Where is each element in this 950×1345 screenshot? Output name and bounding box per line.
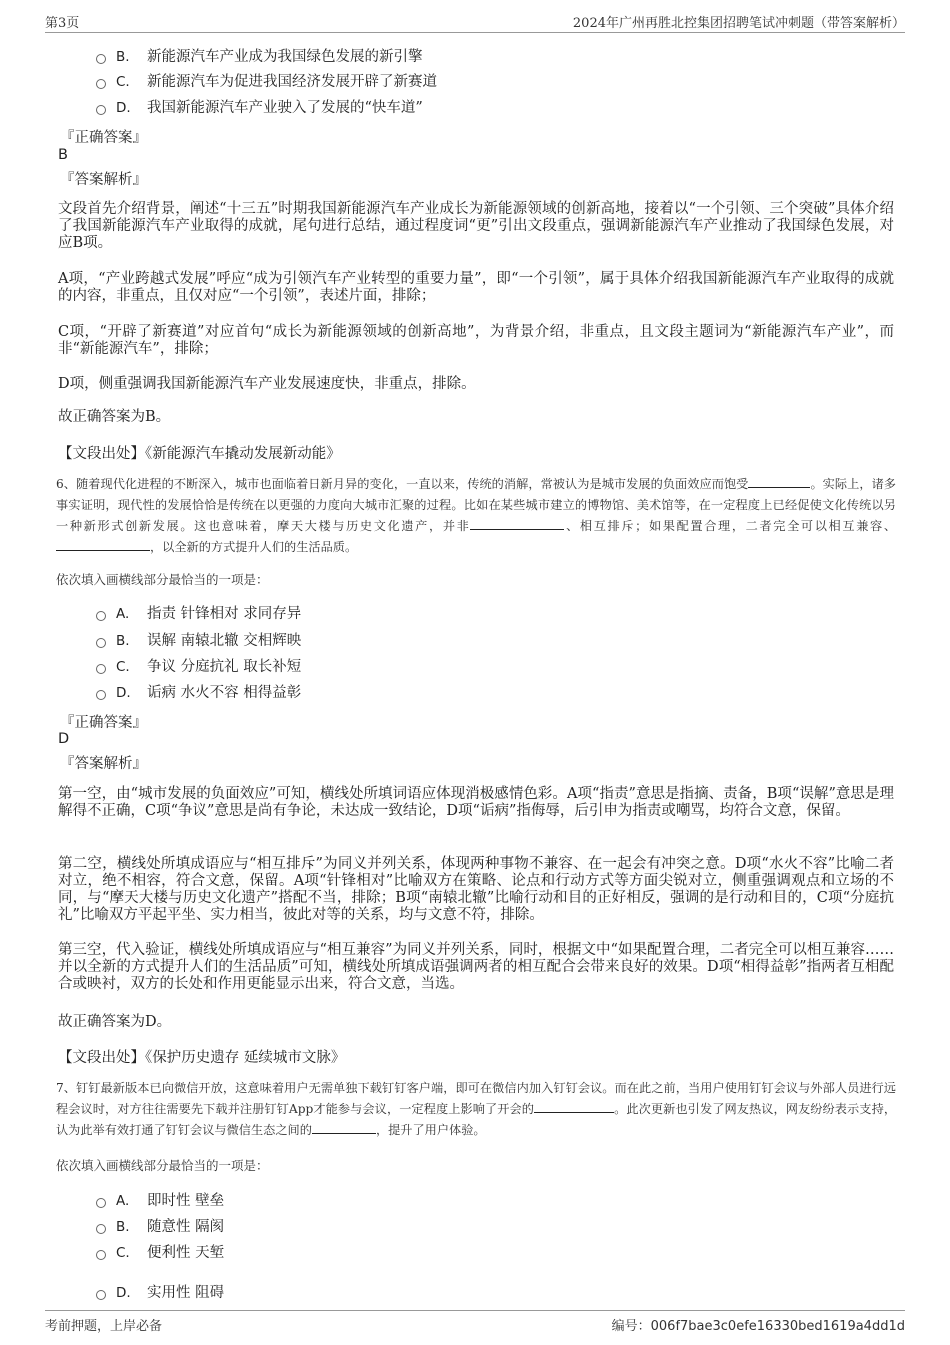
document-title: 2024年广州再胜北控集团招聘笔试冲刺题（带答案解析） (572, 16, 905, 31)
q5-analysis-paragraph: D项，侧重强调我国新能源汽车产业发展速度快，非重点，排除。 (58, 376, 476, 392)
q5-analysis-paragraph: A项，“产业跨越式发展”呼应“成为引领汽车产业转型的重要力量”，即“一个引领”，属于具体介绍我国新能源汽车产业取得的成就的内容，非重点，且仅对应“一个引领”，表述片面，排除； (58, 271, 894, 304)
q6-analysis-paragraph: 第一空，由“城市发展的负面效应”可知，横线处所填词语应体现消极感情色彩。A项“指责”意思是指摘、责备，B项“误解”意思是理解得不正确，C项“争议”意思是尚有争论，未达成一致结论，D项“诟病”指侮辱，后引申为指责或嘲骂，均符合文意，保留。 (58, 786, 894, 819)
q5-option-b[interactable]: B. 新能源汽车产业成为我国绿色发展的新引擎 (96, 47, 423, 67)
blank-line (56, 538, 150, 551)
q7-prompt: 依次填入画横线部分最恰当的一项是： (56, 1158, 269, 1173)
radio-icon[interactable] (96, 611, 106, 621)
radio-icon[interactable] (96, 1224, 106, 1234)
radio-icon[interactable] (96, 1290, 106, 1300)
q5-analysis-paragraph: 文段首先介绍背景，阐述“十三五”时期我国新能源汽车产业成长为新能源领域的创新高地，接着以“一个引领、三个突破”具体介绍了我国新能源汽车产业取得的成就，尾句进行总结，通过程度词“更”引出文段重点，强调新能源汽车产业推动了我国绿色发展，对应B项。 (58, 201, 894, 251)
q6-analysis-paragraph: 第二空，横线处所填成语应与“相互排斥”为同义并列关系，体现两种事物不兼容、在一起会有冲突之意。D项“水火不容”比喻二者对立，绝不相容，符合文意，保留。A项“针锋相对”比喻双方在策略、论点和行动方式等方面尖锐对立，侧重强调观点和立场的不同，与“摩天大楼与历史文化遗产”搭配不当，排除；B项“南辕北辙”比喻行动和目的正好相反，强调的是行动和目的，C项“分庭抗礼”比喻双方平起平坐、实力相当，彼此对等的关系，均与文意不符，排除。 (58, 856, 894, 923)
q5-analysis-label: 『答案解析』 (60, 172, 147, 188)
radio-icon[interactable] (96, 54, 106, 64)
blank-line (312, 1121, 376, 1134)
q6-answer: D (58, 731, 70, 747)
footer-slogan: 考前押题，上岸必备 (45, 1319, 163, 1334)
radio-icon[interactable] (96, 664, 106, 674)
q7-option-a[interactable]: A. 即时性 壁垒 (96, 1191, 224, 1211)
q5-answer-label: 『正确答案』 (60, 130, 147, 146)
q6-option-b[interactable]: B. 误解 南辕北辙 交相辉映 (96, 631, 301, 651)
q6-analysis-label: 『答案解析』 (60, 756, 147, 772)
q7-stem: 7、钉钉最新版本已向微信开放，这意味着用户无需单独下载钉钉客户端，即可在微信内加入钉钉会议。而在此之前，当用户使用钉钉会议与外部人员进行远程会议时，对方往往需要先下载并注册钉钉App才能参与会议，一定程度上影响了开会的 。此次更新也引发了网友热议，网友纷纷表示支持，认为此举有效打通了钉钉会议与微信生态之间的 ，提升了用户体验。 (56, 1081, 897, 1137)
radio-icon[interactable] (96, 1250, 106, 1260)
radio-icon[interactable] (96, 638, 106, 648)
q7-option-c[interactable]: C. 便利性 天堑 (96, 1243, 224, 1263)
q6-analysis-paragraph: 第三空，代入验证，横线处所填成语应与“相互兼容”为同义并列关系，同时，根据文中“如果配置合理，二者完全可以相互兼容……并以全新的方式提升人们的生活品质”可知，横线处所填成语强调两者的相互配合会带来良好的效果。D项“相得益彰”指两者互相配合或映衬，双方的长处和作用更能显示出来，符合文意，当选。 (58, 942, 894, 992)
q6-option-c[interactable]: C. 争议 分庭抗礼 取长补短 (96, 657, 301, 677)
q5-answer: B (58, 147, 68, 163)
q5-option-d[interactable]: D. 我国新能源汽车产业驶入了发展的“快车道” (96, 98, 423, 118)
q6-prompt: 依次填入画横线部分最恰当的一项是： (56, 572, 269, 587)
q6-option-d[interactable]: D. 诟病 水火不容 相得益彰 (96, 683, 301, 703)
q6-answer-label: 『正确答案』 (60, 715, 147, 731)
radio-icon[interactable] (96, 79, 106, 89)
q5-analysis-paragraph: C项，“开辟了新赛道”对应首句“成长为新能源领域的创新高地”，为背景介绍，非重点，且文段主题词为“新能源汽车产业”，而非“新能源汽车”，排除； (58, 324, 894, 357)
q6-conclusion: 故正确答案为D。 (58, 1014, 172, 1030)
q7-option-d[interactable]: D. 实用性 阻碍 (96, 1283, 224, 1303)
radio-icon[interactable] (96, 1198, 106, 1208)
q6-stem: 6、随着现代化进程的不断深入，城市也面临着日新月异的变化，一直以来，传统的消解，常被认为是城市发展的负面效应而饱受 。实际上，诸多事实证明，现代性的发展恰恰是传统在以更强的力度向大城市汇聚的过程。比如在某些城市建立的博物馆、美术馆等，在一定程度上已经促使文化传统以另一种新形式创新发展。这也意味着，摩天大楼与历史文化遗产，并非 、相互排斥；如果配置合理，二者完全可以相互兼容、，以全新的方式提升人们的生活品质。 (56, 477, 897, 554)
radio-icon[interactable] (96, 105, 106, 115)
q5-source: 【文段出处】《新能源汽车撬动发展新动能》 (58, 446, 341, 462)
blank-line (748, 475, 810, 488)
page-header (45, 12, 905, 33)
q5-conclusion: 故正确答案为B。 (58, 409, 171, 425)
blank-line (470, 517, 564, 530)
radio-icon[interactable] (96, 690, 106, 700)
q5-option-c[interactable]: C. 新能源汽车为促进我国经济发展开辟了新赛道 (96, 72, 437, 92)
document-id: 编号：006f7bae3c0efe16330bed1619a4dd1d (611, 1319, 905, 1334)
q7-option-b[interactable]: B. 随意性 隔阂 (96, 1217, 224, 1237)
page-number: 第3页 (45, 16, 80, 31)
page-footer (45, 1310, 905, 1333)
q6-option-a[interactable]: A. 指责 针锋相对 求同存异 (96, 604, 301, 624)
q6-source: 【文段出处】《保护历史遗存 延续城市文脉》 (58, 1050, 346, 1066)
blank-line (534, 1100, 614, 1113)
